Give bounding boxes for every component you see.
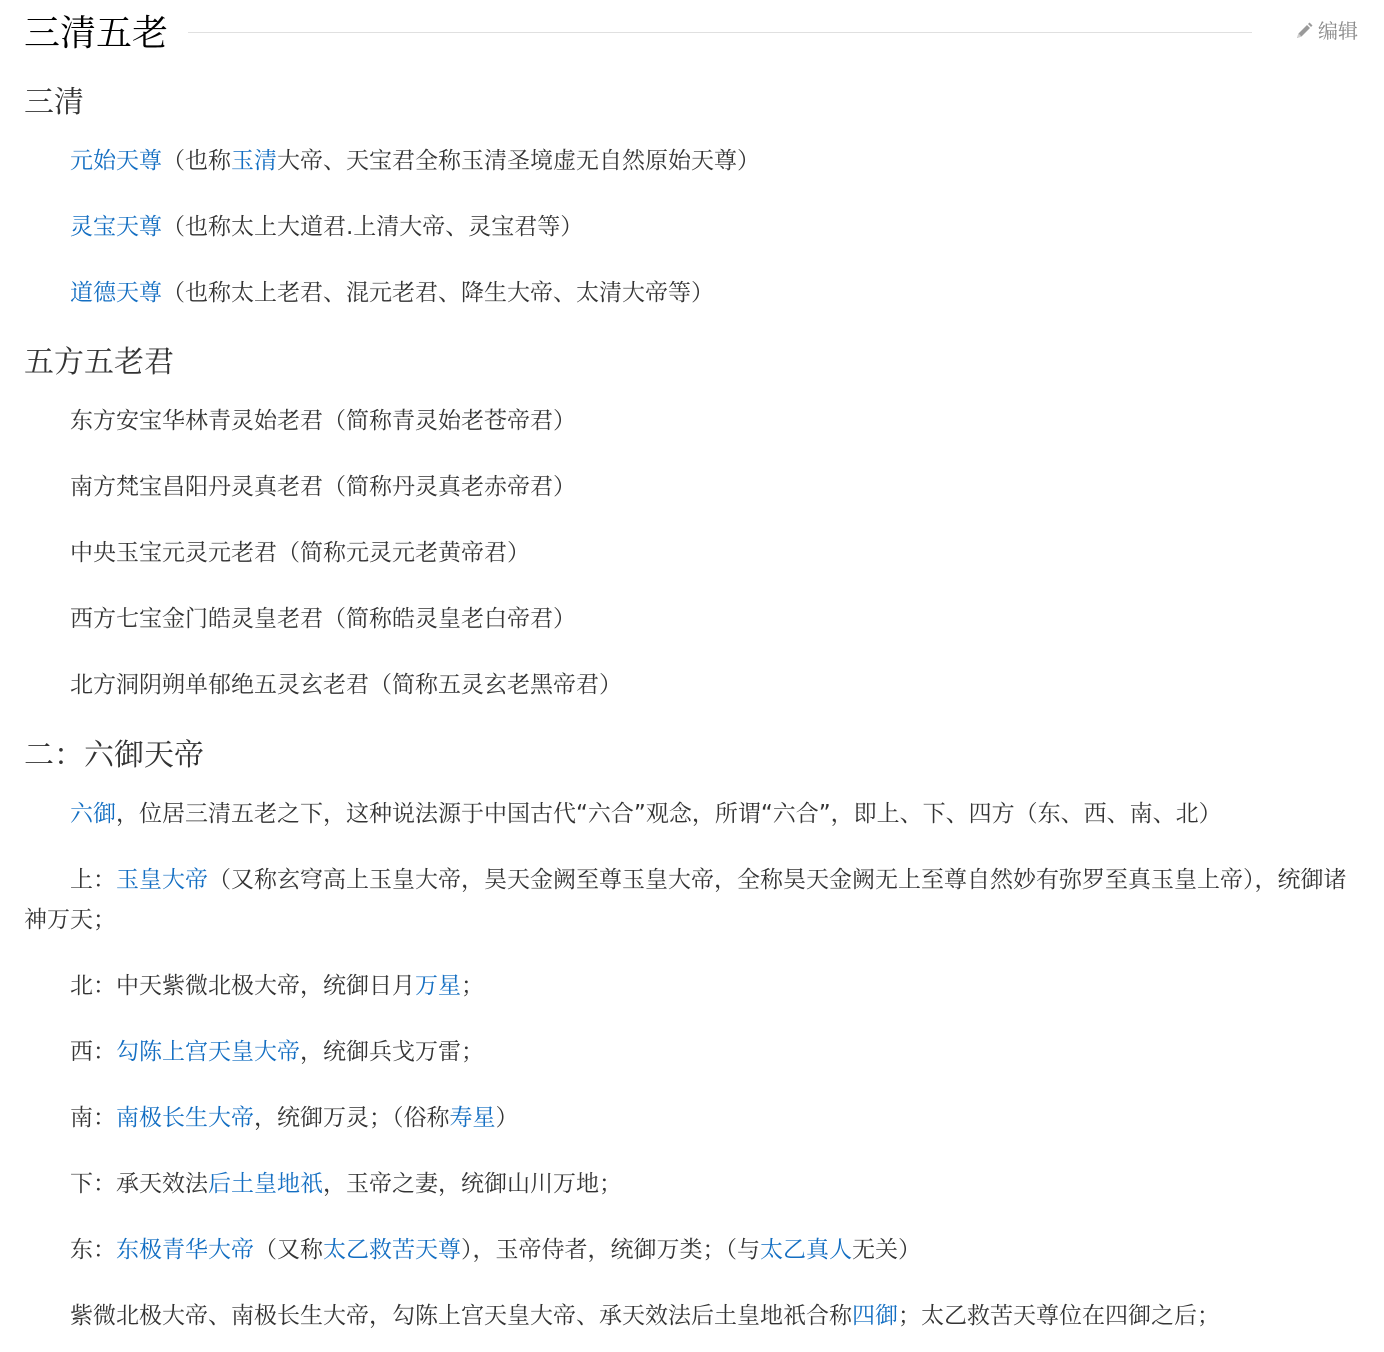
title-row [24,8,1364,60]
sanqing-item-1: 元始天尊（也称玉清大帝、天宝君全称玉清圣境虚无自然原始天尊） [70,148,760,174]
link-liuyu[interactable]: 六御 [70,801,116,827]
edit-button[interactable] [1294,18,1358,44]
link-siyu[interactable]: 四御 [852,1303,898,1329]
link-yuhuang-dadi[interactable]: 玉皇大帝 [116,867,208,893]
liuyu-nan: 南：南极长生大帝，统御万灵；（俗称寿星） [70,1105,519,1131]
pencil-icon [1294,21,1314,41]
edit-label: 编辑 [1318,19,1358,43]
link-lingbao-tianzun[interactable]: 灵宝天尊 [70,214,162,240]
link-yuanshi-tianzun[interactable]: 元始天尊 [70,148,162,174]
liuyu-summary: 紫微北极大帝、南极长生大帝，勾陈上宫天皇大帝、承天效法后土皇地祇合称四御；太乙救苦天尊位在四御之后； [70,1303,1220,1329]
wulao-item-west: 西方七宝金门皓灵皇老君（简称皓灵皇老白帝君） [70,606,576,632]
link-dongji-qinghua[interactable]: 东极青华大帝 [116,1237,254,1263]
section-heading-liuyu: 二：六御天帝 [24,738,204,773]
section-heading-sanqing: 三清 [24,85,84,120]
liuyu-xi: 西：勾陈上宫天皇大帝，统御兵戈万雷； [70,1039,484,1065]
link-houtu-huangdiqi[interactable]: 后土皇地祇 [208,1171,323,1197]
title-divider [188,32,1252,33]
link-yuqing[interactable]: 玉清 [231,148,277,174]
wulao-item-north: 北方洞阴朔单郁绝五灵玄老君（简称五灵玄老黑帝君） [70,672,622,698]
link-taiyi-zhenren[interactable]: 太乙真人 [760,1237,852,1263]
liuyu-dong: 东：东极青华大帝（又称太乙救苦天尊），玉帝侍者，统御万类；（与太乙真人无关） [70,1237,921,1263]
link-shouxing[interactable]: 寿星 [449,1105,496,1131]
wulao-item-south: 南方梵宝昌阳丹灵真老君（简称丹灵真老赤帝君） [70,474,576,500]
liuyu-bei: 北：中天紫微北极大帝，统御日月万星； [70,973,484,999]
link-nanji-changsheng[interactable]: 南极长生大帝 [116,1105,254,1131]
liuyu-shang: 上：玉皇大帝（又称玄穹高上玉皇大帝，昊天金阙至尊玉皇大帝，全称昊天金阙无上至尊自然妙有弥罗至真玉皇上帝），统御诸神万天； [24,867,1347,933]
section-heading-wulao: 五方五老君 [24,345,174,380]
liuyu-intro: 六御，位居三清五老之下，这种说法源于中国古代“六合”观念，所谓“六合”，即上、下、四方（东、西、南、北） [70,801,1222,827]
link-daode-tianzun[interactable]: 道德天尊 [70,280,162,306]
wulao-item-east: 东方安宝华林青灵始老君（简称青灵始老苍帝君） [70,408,576,434]
liuyu-xia: 下：承天效法后土皇地祇，玉帝之妻，统御山川万地； [70,1171,622,1197]
wulao-item-center: 中央玉宝元灵元老君（简称元灵元老黄帝君） [70,540,530,566]
page-title: 三清五老 [24,13,169,54]
link-wanxing[interactable]: 万星 [415,973,461,999]
link-taiyi-jiuku[interactable]: 太乙救苦天尊 [323,1237,461,1263]
link-gouchen-tianhuang[interactable]: 勾陈上宫天皇大帝 [116,1039,300,1065]
sanqing-item-2: 灵宝天尊（也称太上大道君.上清大帝、灵宝君等） [70,214,584,240]
sanqing-item-3: 道德天尊（也称太上老君、混元老君、降生大帝、太清大帝等） [70,280,714,306]
